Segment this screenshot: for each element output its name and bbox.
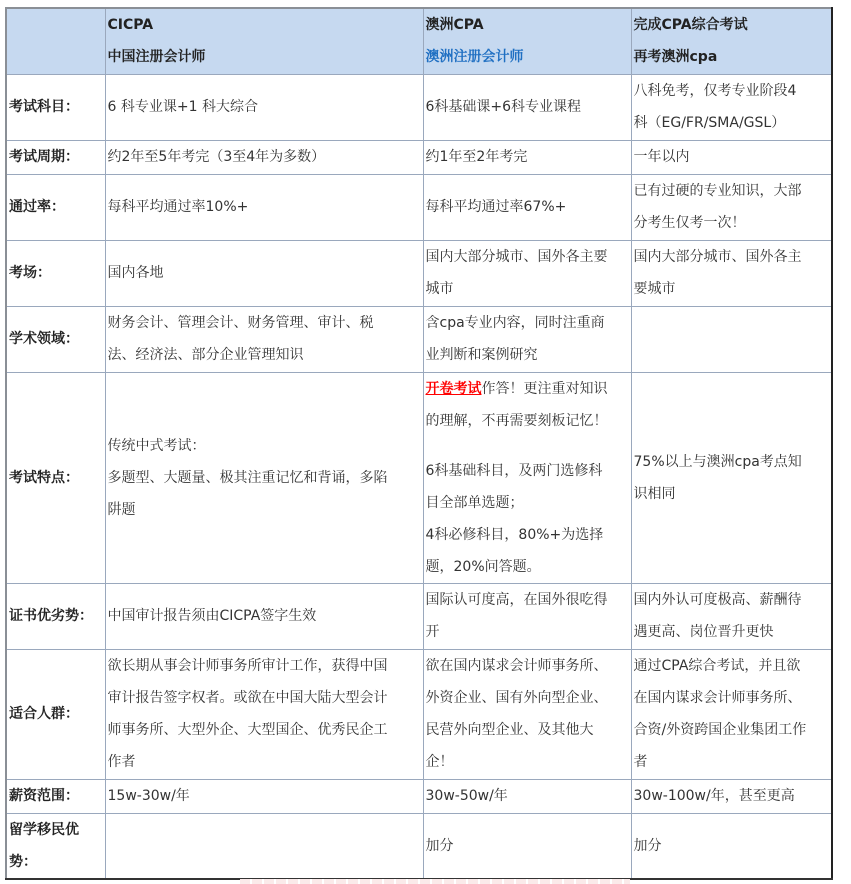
cell-text: 约2年至5年考完（3至4年为多数）	[107, 149, 326, 165]
cell-text: 传统中式考试：	[107, 437, 206, 454]
cell-text: 30w-100w/年，甚至更高	[633, 788, 795, 804]
cell-combined	[631, 174, 832, 240]
cell-combined	[631, 140, 832, 174]
row-label: 留学移民优势：	[6, 813, 105, 879]
cell-cicpa	[105, 174, 423, 240]
table-row-duration	[6, 140, 832, 174]
table-row-academic-field	[6, 306, 832, 372]
cell-text: 开	[425, 624, 440, 640]
cell-text: 加分	[633, 837, 662, 854]
comparison-table-wrapper	[5, 7, 833, 880]
cell-text: 30w-50w/年	[425, 788, 508, 804]
cell-text: 审计报告签字权者。或欲在中国大陆大型会计	[107, 690, 388, 706]
cell-text: 每科平均通过率67%+	[425, 199, 567, 215]
header-combined-title: 完成CPA综合考试	[633, 17, 748, 34]
header-cicpa-title: CICPA	[107, 17, 154, 34]
header-au-cpa-subtitle: 澳洲注册会计师	[425, 49, 524, 66]
cell-text: 遇更高、岗位晋升更快	[633, 624, 774, 640]
spacer	[426, 437, 629, 455]
cell-text: 通过CPA综合考试，并且欲	[633, 658, 801, 674]
cell-text: 每科平均通过率10%+	[107, 199, 249, 215]
cell-cicpa	[105, 240, 423, 306]
cell-text: 题，20%问答题。	[425, 558, 541, 575]
cell-text: 者	[633, 754, 648, 770]
cell-text: 国内大部分城市、国外各主	[633, 249, 802, 265]
table-row-target-audience	[6, 649, 832, 779]
cell-text: 中国审计报告须由CICPA签字生效	[107, 608, 317, 624]
cell-text: 科（EG/FR/SMA/GSL）	[633, 115, 786, 131]
cell-text: 6 科专业课+1 科大综合	[107, 99, 258, 115]
cell-combined	[631, 240, 832, 306]
cell-cicpa	[105, 813, 423, 879]
cell-text: 企！	[425, 754, 454, 770]
cell-combined	[631, 74, 832, 140]
table-row-subjects	[6, 74, 832, 140]
table-row-pass-rate	[6, 174, 832, 240]
cell-text: 6科基础科目，及两门选修科	[425, 462, 603, 479]
cell-text: 6科基础课+6科专业课程	[425, 99, 582, 115]
row-label: 考场：	[6, 240, 105, 306]
cell-text: 国际认可度高，在国外很吃得	[425, 592, 608, 608]
open-book-exam-highlight: 开卷考试	[425, 380, 482, 397]
cell-text: 已有过硬的专业知识，大部	[633, 183, 802, 199]
cell-text: 国内各地	[107, 265, 164, 281]
cell-text: 75%以上与澳洲cpa考点知	[633, 453, 802, 470]
cell-text: 多题型、大题量、极其注重记忆和背诵，多陷	[107, 469, 388, 486]
cell-cicpa	[105, 306, 423, 372]
cell-au-cpa	[423, 813, 631, 879]
cell-text: 作者	[107, 754, 136, 770]
cell-text: 欲在国内谋求会计师事务所、	[425, 658, 608, 674]
header-cicpa	[105, 8, 423, 74]
cell-au-cpa	[423, 583, 631, 649]
faded-bottom-strip	[240, 879, 630, 884]
table-row-exam-features	[6, 372, 832, 583]
cell-au-cpa	[423, 779, 631, 813]
cell-au-cpa	[423, 240, 631, 306]
cell-text: 欲长期从事会计师事务所审计工作，获得中国	[107, 658, 388, 674]
cell-text: 城市	[425, 281, 454, 297]
table-row-certificate-advantages	[6, 583, 832, 649]
cell-text: 的理解，不再需要刻板记忆！	[425, 412, 608, 429]
cell-au-cpa	[423, 306, 631, 372]
cell-text: 分考生仅考一次！	[633, 215, 746, 231]
row-label: 证书优劣势：	[6, 583, 105, 649]
cell-text: 在国内谋求会计师事务所、	[633, 690, 802, 706]
table-row-immigration	[6, 813, 832, 879]
cell-combined	[631, 372, 832, 583]
table-row-salary	[6, 779, 832, 813]
cell-text: 法、经济法、部分企业管理知识	[107, 347, 304, 363]
cell-combined	[631, 583, 832, 649]
cell-text: 师事务所、大型外企、大型国企、优秀民企工	[107, 722, 388, 738]
cell-text: 八科免考，仅考专业阶段4	[633, 83, 797, 99]
cell-text: 15w-30w/年	[107, 788, 190, 804]
cell-cicpa	[105, 779, 423, 813]
cell-combined	[631, 779, 832, 813]
cell-cicpa	[105, 583, 423, 649]
cell-text: 业判断和案例研究	[425, 347, 538, 363]
row-label: 考试特点：	[6, 372, 105, 583]
row-label: 薪资范围：	[6, 779, 105, 813]
cell-text: 财务会计、管理会计、财务管理、审计、税	[107, 315, 374, 331]
cell-text: 合资/外资跨国企业集团工作	[633, 722, 807, 738]
cell-text: 约1年至2年考完	[425, 149, 528, 165]
header-au-cpa	[423, 8, 631, 74]
cell-au-cpa	[423, 649, 631, 779]
cell-text: 国内外认可度极高、薪酬待	[633, 592, 802, 608]
cell-cicpa	[105, 74, 423, 140]
cell-cicpa	[105, 372, 423, 583]
cell-combined	[631, 649, 832, 779]
cell-text: 民营外向型企业、及其他大	[425, 722, 594, 738]
table-row-venue	[6, 240, 832, 306]
cell-text: 外资企业、国有外向型企业、	[425, 690, 608, 706]
cell-cicpa	[105, 140, 423, 174]
cell-combined	[631, 306, 832, 372]
row-label: 通过率：	[6, 174, 105, 240]
cell-text: 要城市	[633, 281, 676, 297]
cell-au-cpa	[423, 174, 631, 240]
cell-text: 目全部单选题；	[425, 494, 524, 511]
header-row	[6, 8, 832, 74]
cpa-comparison-table	[5, 7, 833, 880]
cell-au-cpa	[423, 74, 631, 140]
cell-au-cpa	[423, 140, 631, 174]
row-label: 考试科目：	[6, 74, 105, 140]
cell-text-highlight-line	[426, 373, 629, 405]
cell-text: 加分	[425, 837, 454, 854]
header-empty-cell	[6, 8, 105, 74]
cell-text: 4科必修科目，80%+为选择	[425, 526, 604, 543]
header-cicpa-subtitle: 中国注册会计师	[107, 49, 206, 66]
header-combined-subtitle: 再考澳洲cpa	[633, 49, 718, 66]
cell-text: 国内大部分城市、国外各主要	[425, 249, 608, 265]
row-label: 考试周期：	[6, 140, 105, 174]
cell-cicpa	[105, 649, 423, 779]
header-au-cpa-title: 澳洲CPA	[425, 17, 484, 34]
row-label: 学术领域：	[6, 306, 105, 372]
cell-text: 一年以内	[633, 149, 690, 165]
cell-text: 作答！更注重对知识	[481, 380, 608, 397]
cell-au-cpa	[423, 372, 631, 583]
row-label: 适合人群：	[6, 649, 105, 779]
header-combined	[631, 8, 832, 74]
cell-combined	[631, 813, 832, 879]
cell-text: 含cpa专业内容，同时注重商	[425, 315, 605, 331]
cell-text: 识相同	[633, 485, 676, 502]
cell-text: 阱题	[107, 501, 136, 518]
